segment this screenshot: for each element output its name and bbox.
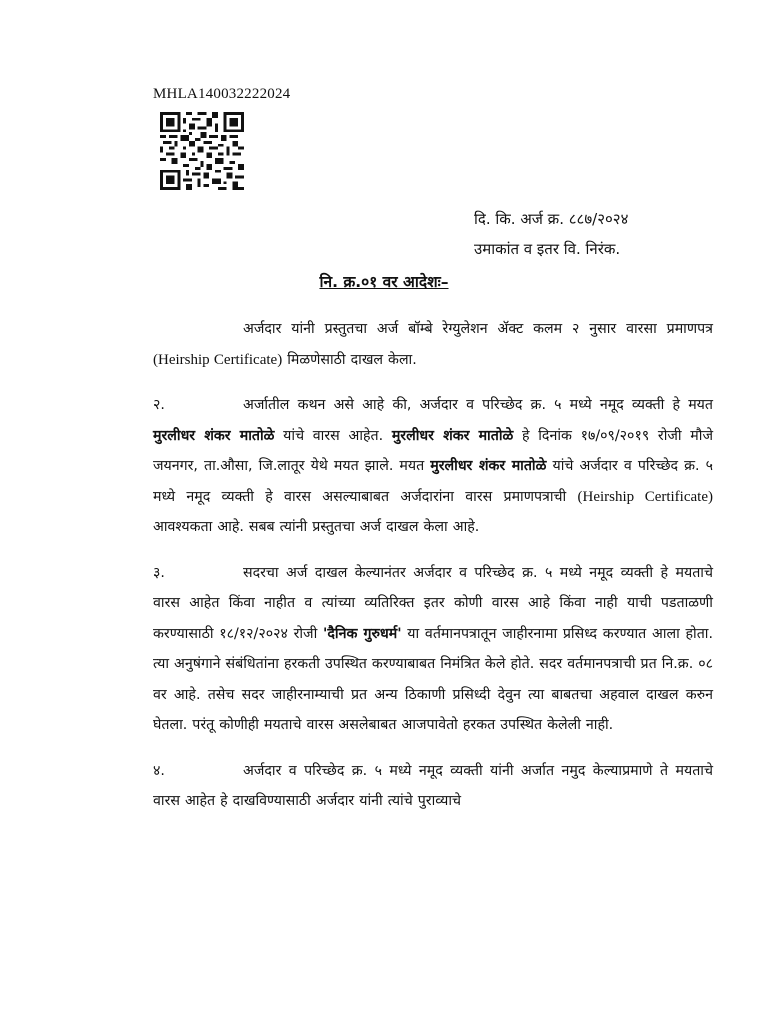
application-reference xyxy=(474,204,628,264)
paragraph-text: यांचे अर्जदार व परिच्छेद क्र. ५ मध्ये नमूद व्यक्ती हे वारस असल्याबाबत अर्जदारांना वारस प्रमाणपत्राची xyxy=(153,458,713,505)
order-heading: नि. क्र.०१ वर आदेशः– xyxy=(319,273,449,291)
paragraph-1 xyxy=(153,314,713,375)
paragraph-number: ४. xyxy=(153,762,165,779)
paragraph-text: मिळणेसाठी दाखल केला. xyxy=(282,351,417,368)
deceased-name: मुरलीधर शंकर मातोळे xyxy=(430,458,547,474)
paragraph-text: आवश्यकता आहे. सबब त्यांनी प्रस्तुतचा अर्ज दाखल केला आहे. xyxy=(153,519,480,535)
deceased-name: मुरलीधर शंकर मातोळे xyxy=(153,427,275,444)
case-id: MHLA140032222024 xyxy=(153,86,291,102)
paragraph-text: अर्जदार व परिच्छेद क्र. ५ मध्ये नमूद व्यक्ती यांनी अर्जात नमुद केल्याप्रमाणे ते मयताचे वारस आहेत हे दाखविण्यासाठी अर्जदार यांनी त्यांचे पुराव्याचे xyxy=(153,762,713,809)
case-parties: उमाकांत व इतर वि. निरंक. xyxy=(474,240,621,258)
paragraph-number: ३. xyxy=(153,564,165,581)
paragraph-text: (Heirship Certificate) xyxy=(577,488,713,505)
paragraph-text: हे दिनांक १७/०९/२०१९ रोजी मौजे जयनगर, ता.औसा, जि.लातूर येथे मयत झाले. मयत xyxy=(153,427,713,474)
newspaper-name: 'दैनिक गुरुधर्म' xyxy=(323,625,402,642)
paragraph-text: सदरचा अर्ज दाखल केल्यानंतर अर्जदार व परिच्छेद क्र. ५ मध्ये नमूद व्यक्ती हे मयताचे वारस आहेत किंवा नाहीत व त्यांच्या व्यतिरिक्त इतर कोणी वारस आहे किंवा नाही याची पडताळणी करण्यासाठी १८/१२/२०२४ रोजी xyxy=(153,564,713,642)
qr-code-icon xyxy=(160,112,244,190)
paragraph-text: (Heirship Certificate) xyxy=(153,351,283,368)
order-body xyxy=(153,314,713,832)
paragraph-text: अर्जातील कथन असे आहे की, अर्जदार व परिच्छेद क्र. ५ मध्ये नमूद व्यक्ती हे मयत xyxy=(243,397,713,413)
paragraph-number: २. xyxy=(153,397,165,413)
paragraph-text: यांचे वारस आहेत. xyxy=(274,427,392,444)
paragraph-4 xyxy=(153,756,713,817)
paragraph-text: या वर्तमानपत्रातून जाहीरनामा प्रसिध्द करण्यात आला होता. त्या अनुषंगाने संबंधितांना हरकती उपस्थित करण्याबाबत निमंत्रित केले होते. सदर वर्तमानपत्राची प्रत नि.क्र. ०८ वर आहे. तसेच सदर जाहीरनाम्याची प्रत अन्य ठिकाणी प्रसिध्दी देवुन त्या बाबतचा अहवाल दाखल करुन घेतला. परंतू कोणीही मयताचे वारस असलेबाबत आजपावेतो हरकत उपस्थित केलेली नाही. xyxy=(153,625,713,733)
deceased-name: मुरलीधर शंकर मातोळे xyxy=(391,427,514,444)
paragraph-3 xyxy=(153,558,713,741)
application-number: दि. कि. अर्ज क्र. ८८७/२०२४ xyxy=(474,210,629,228)
paragraph-text: अर्जदार यांनी प्रस्तुतचा अर्ज बॉम्बे रेग्युलेशन ॲक्ट कलम २ नुसार वारसा प्रमाणपत्र xyxy=(243,321,713,337)
paragraph-2 xyxy=(153,390,713,543)
